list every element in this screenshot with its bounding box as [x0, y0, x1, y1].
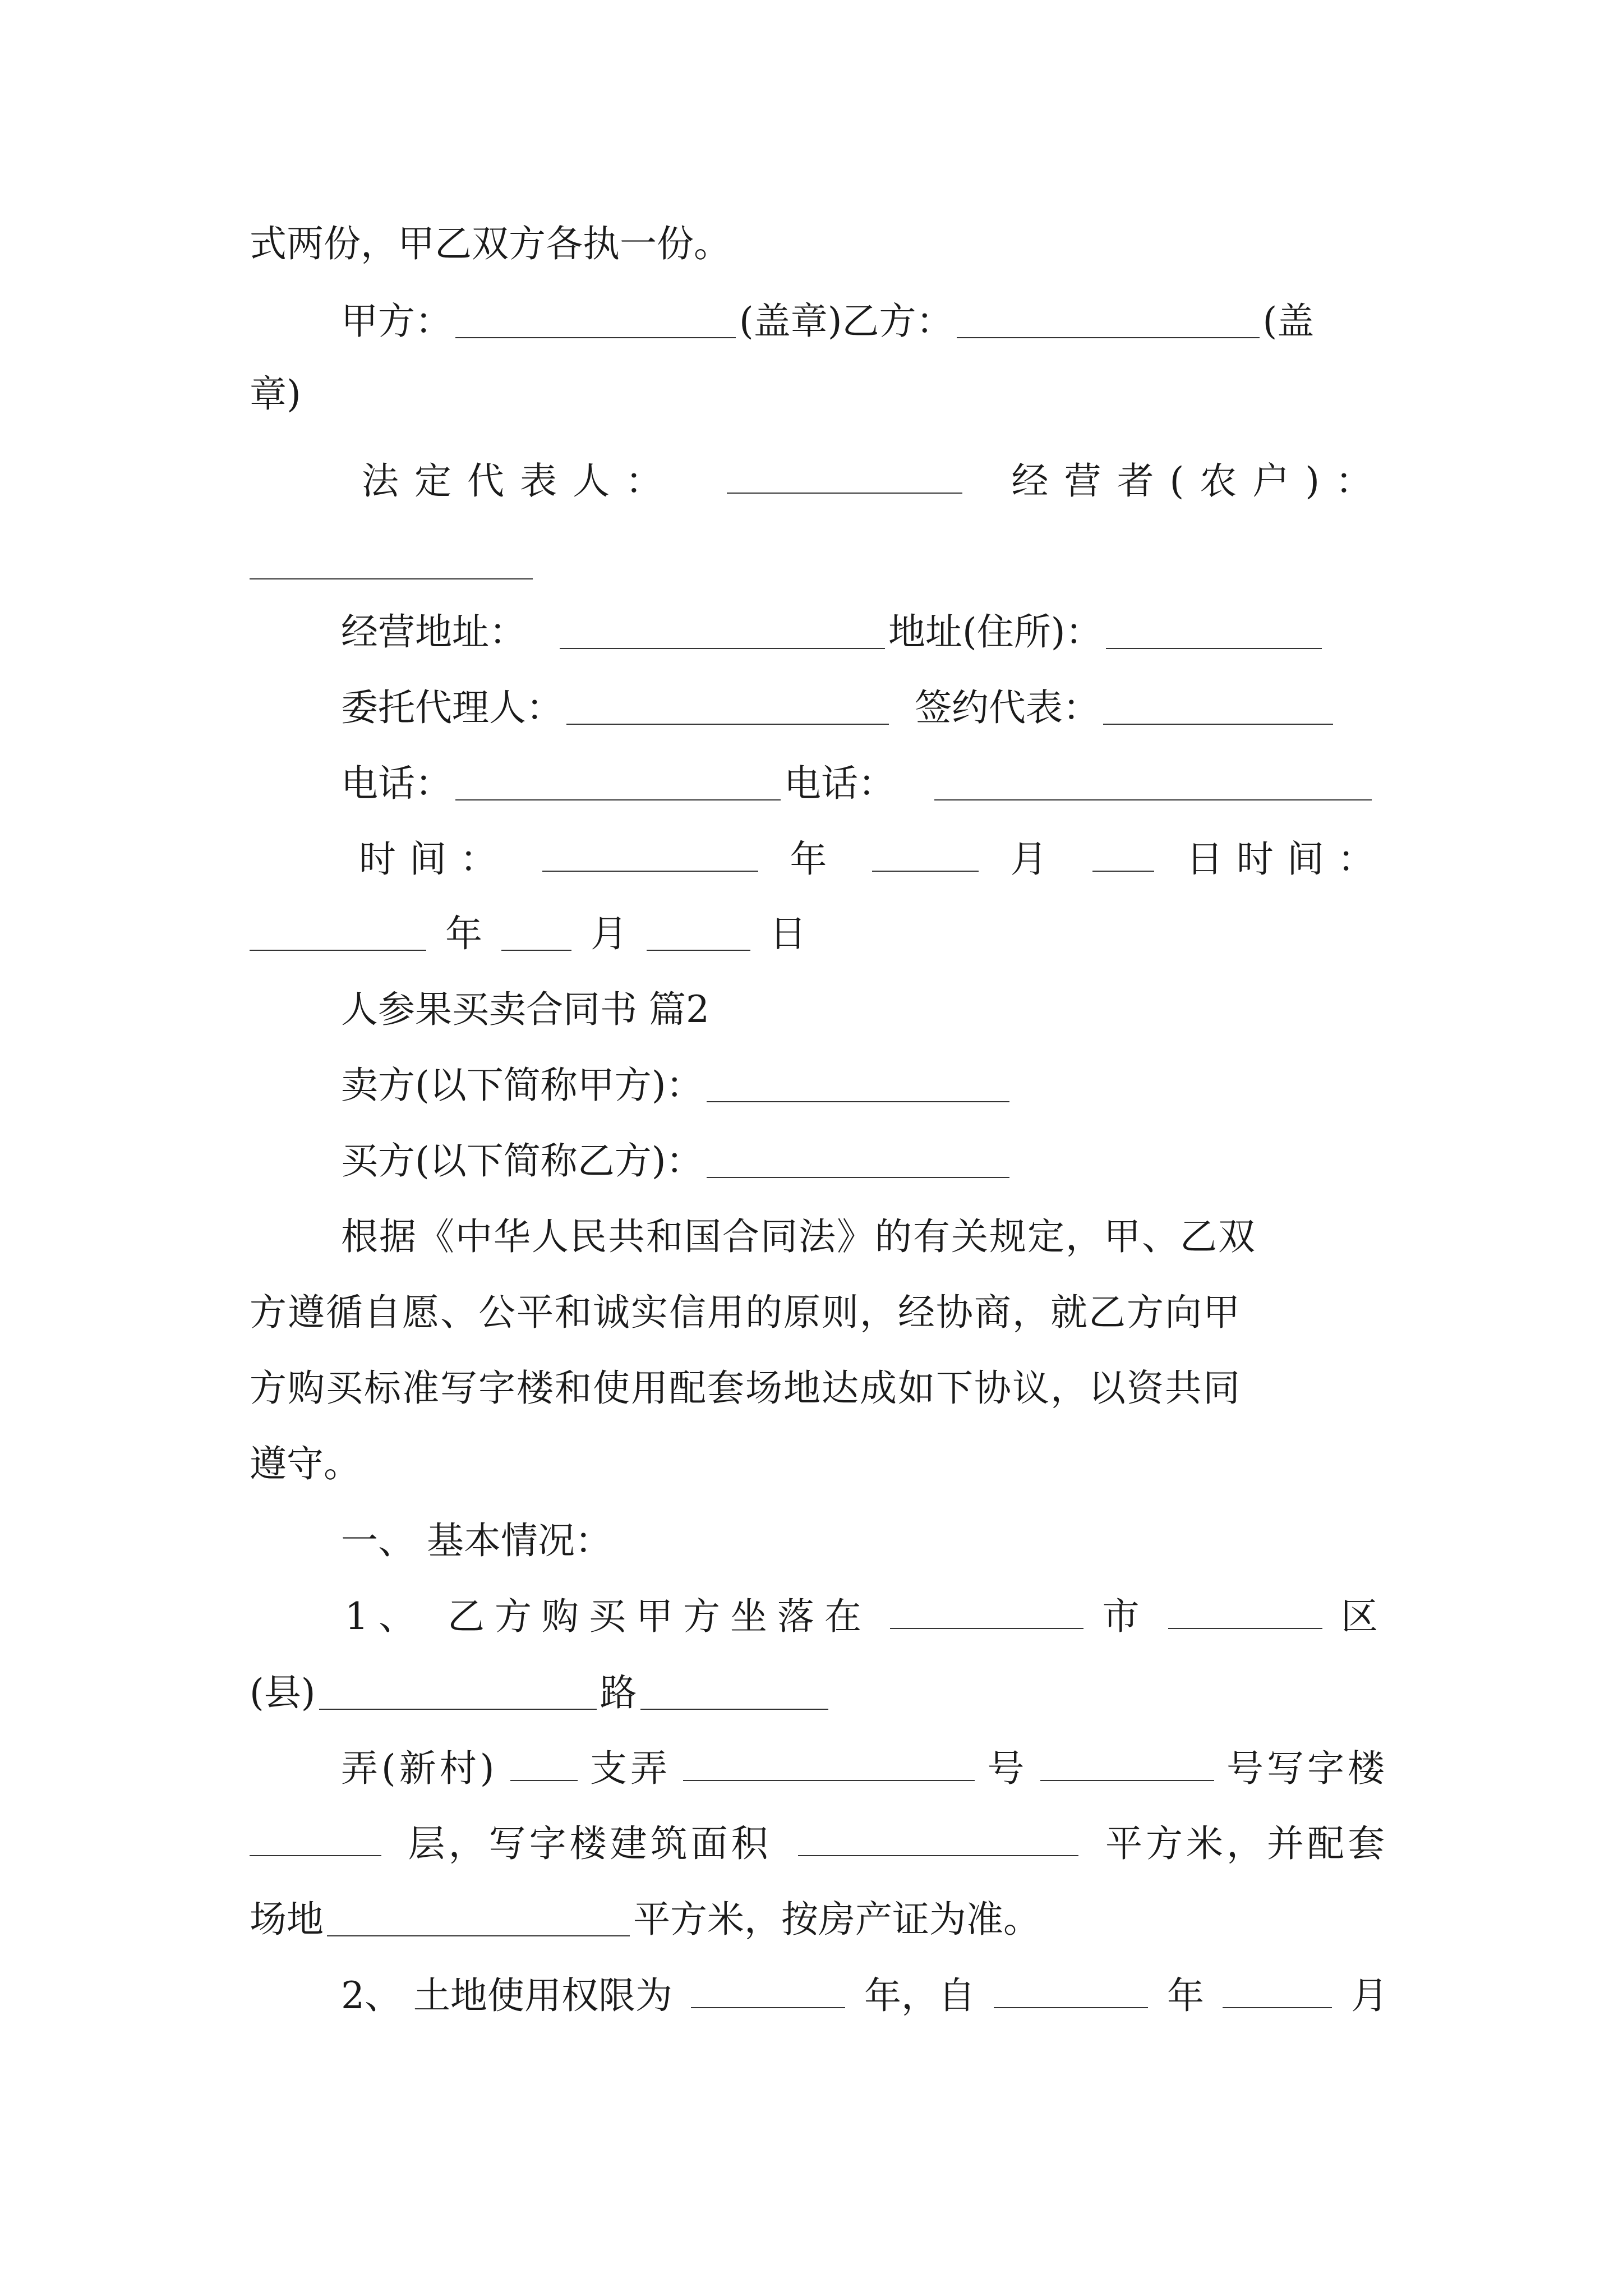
signing-rep-label: 签约代表： — [915, 686, 1100, 729]
site-area-blank[interactable] — [327, 1935, 630, 1936]
item-2-label: 2、 土地使用权限为 — [341, 1974, 672, 2017]
day-blank[interactable] — [1092, 871, 1154, 872]
text: 式两份，甲乙双方各执一份。 — [250, 222, 731, 265]
section-heading — [341, 982, 1388, 1038]
sub-lane-blank[interactable] — [683, 1780, 975, 1781]
agent-line — [341, 680, 1388, 736]
phone-blank[interactable] — [455, 799, 781, 800]
contract-title: 人参果买卖合同书 篇2 — [341, 988, 709, 1031]
site-label: 场地 — [250, 1898, 324, 1941]
number-blank[interactable] — [1040, 1780, 1214, 1781]
area-unit-label: 平方米，并配套 — [1105, 1822, 1388, 1865]
legal-rep-blank[interactable] — [727, 493, 962, 494]
paragraph-line-16 — [250, 1360, 1388, 1416]
seal-party-b-label: (盖章)乙方： — [739, 300, 953, 343]
item-1-line-5 — [250, 1892, 1388, 1948]
text: 方购买标准写字楼和使用配套场地达成如下协议，以资共同 — [250, 1366, 1241, 1410]
text: 遵守。 — [250, 1442, 361, 1485]
paragraph-line-17 — [250, 1436, 1388, 1492]
term-from-label: 年，自 — [864, 1974, 975, 2017]
buyer-label: 买方(以下简称乙方)： — [341, 1139, 703, 1182]
sub-lane-label: 支弄 — [590, 1747, 671, 1790]
operator-blank[interactable] — [250, 578, 533, 579]
item-2-line — [341, 1968, 1388, 2024]
month-label-2: 月 — [591, 912, 628, 955]
district-blank[interactable] — [1168, 1628, 1322, 1629]
agent-label: 委托代理人： — [341, 686, 563, 729]
party-a-label: 甲方： — [341, 300, 452, 343]
paragraph-line-2 — [341, 293, 1388, 349]
paragraph-line-1 — [250, 216, 1388, 272]
phone-blank-2[interactable] — [934, 799, 1372, 800]
office-building-label: 号写字楼 — [1227, 1747, 1388, 1790]
text: 根据《中华人民共和国合同法》的有关规定，甲、乙双 — [341, 1215, 1256, 1258]
time-line — [359, 831, 1388, 887]
city-blank[interactable] — [890, 1628, 1083, 1629]
district-label: 区 — [1340, 1595, 1388, 1638]
text: 一、 基本情况： — [341, 1519, 612, 1562]
phone-label: 电话： — [341, 762, 452, 805]
road-blank[interactable] — [640, 1709, 828, 1710]
floor-area-label: 层，写字楼建筑面积 — [408, 1822, 772, 1865]
party-b-blank[interactable] — [957, 337, 1260, 338]
day-blank-2[interactable] — [647, 950, 750, 951]
phone-label-2: 电话： — [784, 762, 895, 805]
year-label-2: 年 — [445, 912, 482, 955]
city-label: 市 — [1102, 1595, 1150, 1638]
signing-rep-blank[interactable] — [1103, 724, 1333, 725]
day-time-label: 日时间： — [1186, 838, 1388, 881]
legal-rep-line — [362, 453, 1388, 509]
item-1-line-4 — [250, 1816, 1388, 1872]
buyer-blank[interactable] — [707, 1177, 1009, 1178]
year-label: 年 — [790, 838, 841, 881]
basic-info-heading — [341, 1513, 1388, 1569]
paragraph-line-3 — [250, 366, 1388, 422]
floor-blank[interactable] — [250, 1855, 381, 1856]
month-label: 月 — [1010, 838, 1061, 881]
from-month-blank[interactable] — [1223, 2007, 1332, 2008]
seal-label: (盖 — [1262, 300, 1315, 343]
time-label: 时间： — [359, 838, 510, 881]
day-label-2: 日 — [769, 912, 806, 955]
address-line — [341, 604, 1388, 660]
lane-label: 弄(新村) — [341, 1747, 498, 1790]
from-month-label: 月 — [1350, 1974, 1388, 2017]
county-label: (县) — [250, 1671, 316, 1714]
buyer-line — [341, 1133, 1388, 1189]
area-blank[interactable] — [798, 1855, 1078, 1856]
month-blank-2[interactable] — [501, 950, 571, 951]
item-1-line — [345, 1589, 1388, 1645]
term-blank[interactable] — [691, 2007, 845, 2008]
business-address-blank[interactable] — [560, 648, 885, 649]
time-blank[interactable] — [542, 871, 758, 872]
site-unit-label: 平方米，按房产证为准。 — [633, 1898, 1040, 1941]
seller-label: 卖方(以下简称甲方)： — [341, 1064, 703, 1107]
date-line-2 — [250, 906, 1388, 962]
county-blank[interactable] — [319, 1709, 597, 1710]
residence-address-blank[interactable] — [1106, 648, 1322, 649]
item-1-line-3 — [341, 1741, 1388, 1797]
legal-rep-label: 法定代表人： — [362, 459, 678, 503]
lane-blank[interactable] — [510, 1780, 578, 1781]
operator-label: 经营者(农户)： — [1011, 459, 1388, 503]
residence-address-label: 地址(住所)： — [888, 610, 1103, 654]
seller-line — [341, 1057, 1388, 1114]
item-1-line-2 — [250, 1665, 1388, 1721]
paragraph-line-15 — [250, 1285, 1388, 1341]
agent-blank[interactable] — [566, 724, 889, 725]
operator-blank-line — [250, 535, 1388, 591]
year-blank-2[interactable] — [250, 950, 426, 951]
from-year-blank[interactable] — [994, 2007, 1148, 2008]
number-label: 号 — [987, 1747, 1028, 1790]
text: 章) — [250, 372, 301, 416]
phone-line — [341, 756, 1388, 812]
paragraph-line-14 — [341, 1209, 1388, 1265]
from-year-label: 年 — [1166, 1974, 1204, 2017]
text: 方遵循自愿、公平和诚实信用的原则，经协商，就乙方向甲 — [250, 1291, 1241, 1334]
seller-blank[interactable] — [707, 1101, 1009, 1102]
month-blank[interactable] — [872, 871, 979, 872]
item-1-label: 1、 乙方购买甲方坐落在 — [345, 1595, 872, 1638]
business-address-label: 经营地址： — [341, 610, 526, 654]
road-label: 路 — [600, 1671, 637, 1714]
party-a-blank[interactable] — [455, 337, 736, 338]
